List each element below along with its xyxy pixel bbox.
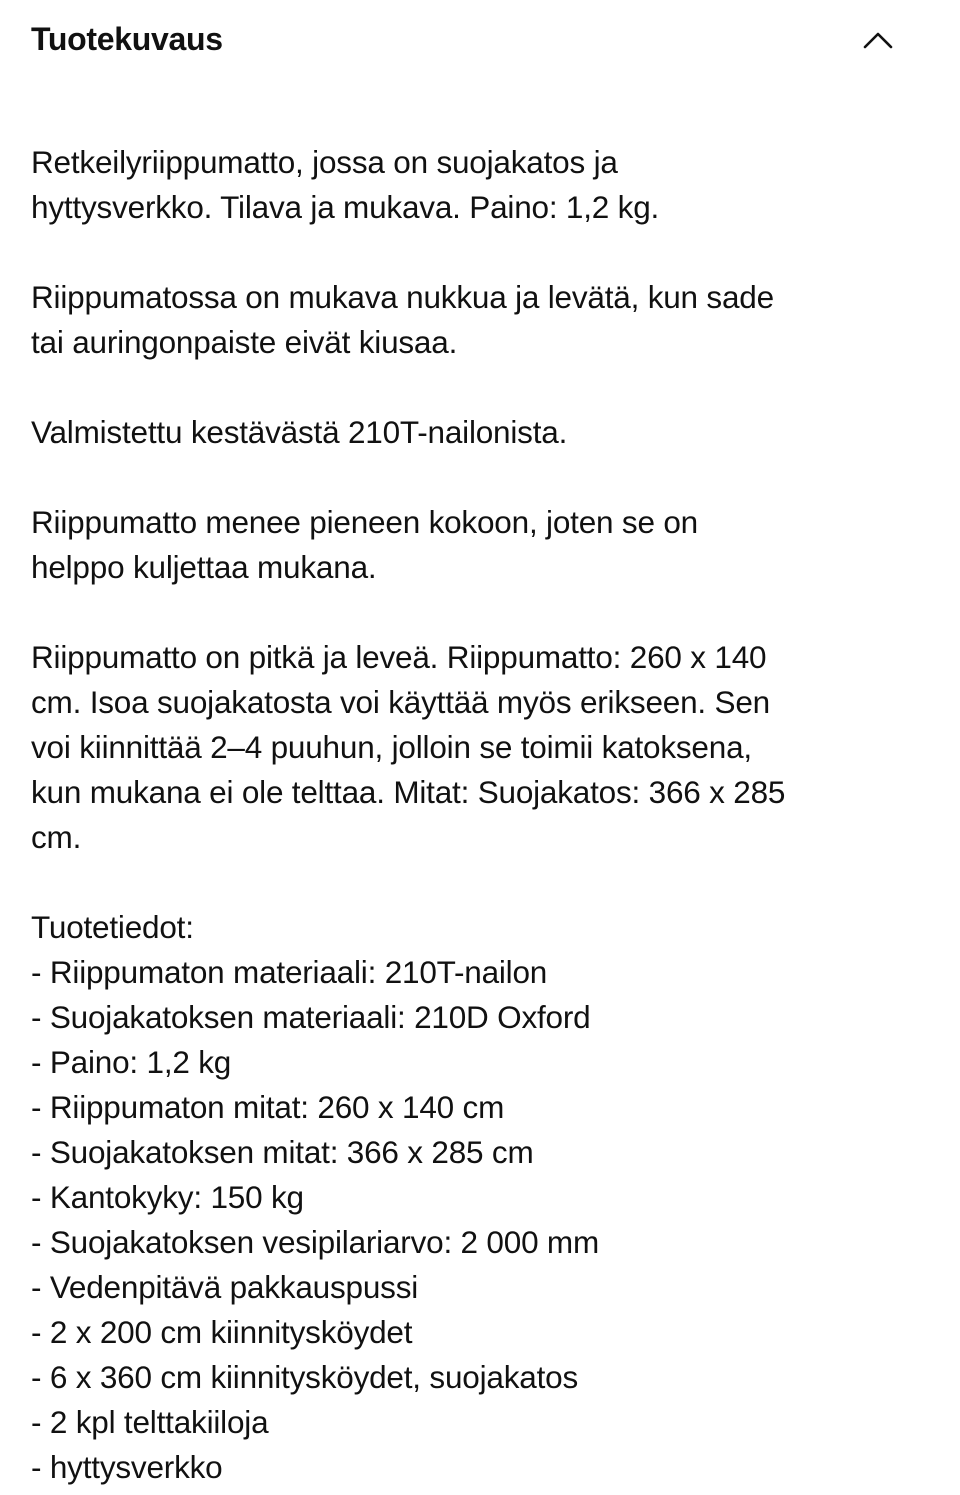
spec-item: - Kantokyky: 150 kg: [31, 1179, 304, 1215]
product-description: [31, 140, 936, 1490]
spec-item: - Suojakatoksen vesipilariarvo: 2 000 mm: [31, 1224, 600, 1260]
section-title: Tuotekuvaus: [31, 21, 223, 57]
description-paragraph: Riippumatossa on mukava nukkua ja levätä, kun sade tai auringonpaiste eivät kiusaa.: [31, 279, 774, 360]
spec-item: - Riippumaton mitat: 260 x 140 cm: [31, 1089, 505, 1125]
description-paragraph: Riippumatto menee pieneen kokoon, joten se on helppo kuljettaa mukana.: [31, 504, 698, 585]
description-paragraph: Retkeilyriippumatto, jossa on suojakatos ja hyttysverkko. Tilava ja mukava. Paino: 1,2 kg.: [31, 144, 660, 225]
spec-item: - Paino: 1,2 kg: [31, 1044, 232, 1080]
spec-item: - hyttysverkko: [31, 1449, 223, 1485]
specs-list: [31, 950, 936, 1490]
specs-heading: Tuotetiedot:: [31, 909, 194, 945]
spec-item: - Riippumaton materiaali: 210T-nailon: [31, 954, 548, 990]
description-paragraph: Riippumatto on pitkä ja leveä. Riippumatto: 260 x 140 cm. Isoa suojakatosta voi käyttää myös erikseen. Sen voi kiinnittää 2–4 puuhun, jolloin se toimii katoksena, kun mukana ei ole telttaa. Mitat: Suojakatos: 366 x 285 cm.: [31, 639, 786, 855]
spec-item: - 2 kpl telttakiiloja: [31, 1404, 269, 1440]
accordion-header[interactable]: [0, 0, 960, 84]
description-paragraph: Valmistettu kestävästä 210T-nailonista.: [31, 414, 568, 450]
spec-item: - Vedenpitävä pakkauspussi: [31, 1269, 419, 1305]
chevron-up-icon[interactable]: [862, 28, 894, 52]
spec-item: - Suojakatoksen materiaali: 210D Oxford: [31, 999, 591, 1035]
spec-item: - 6 x 360 cm kiinnitysköydet, suojakatos: [31, 1359, 579, 1395]
spec-item: - Suojakatoksen mitat: 366 x 285 cm: [31, 1134, 534, 1170]
spec-item: - 2 x 200 cm kiinnitysköydet: [31, 1314, 413, 1350]
